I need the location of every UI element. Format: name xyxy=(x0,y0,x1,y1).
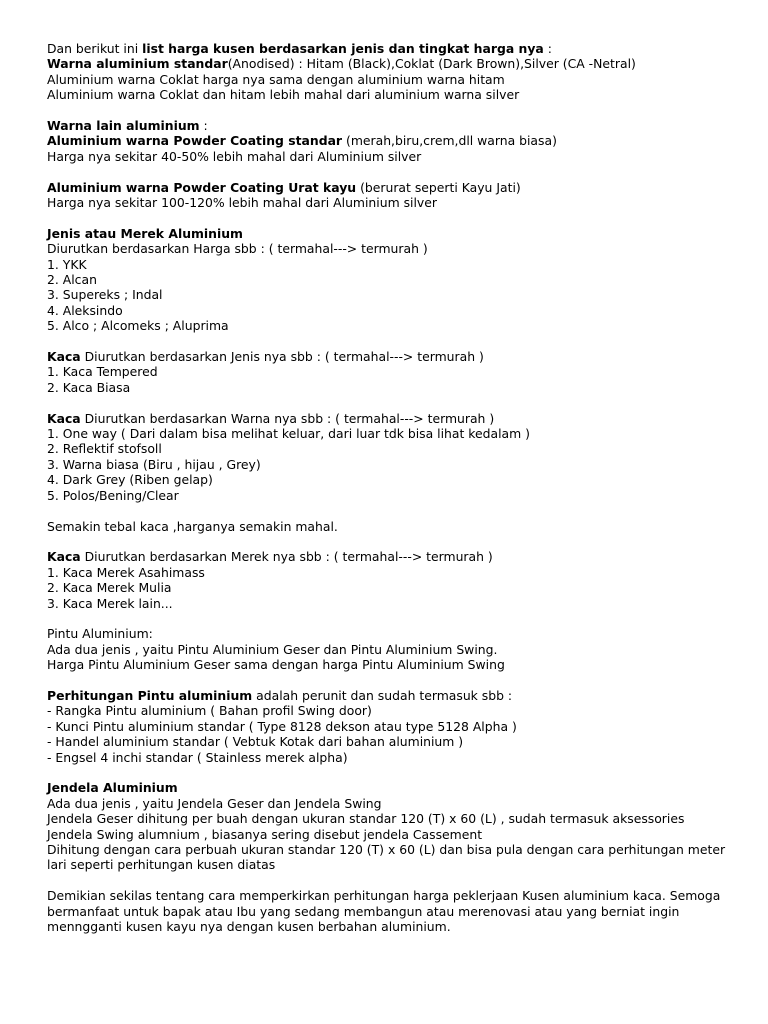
brands-heading xyxy=(47,226,748,241)
standard-color-line xyxy=(47,56,748,71)
standard-note-1: Aluminium warna Coklat harga nya sama dengan aluminium warna hitam xyxy=(47,71,505,87)
powder-standard-price: Harga nya sekitar 40-50% lebih mahal dari Aluminium silver xyxy=(47,148,422,164)
door-heading: Pintu Aluminium: xyxy=(47,626,153,642)
powder-wood-label: Aluminium warna Powder Coating Urat kayu xyxy=(47,179,357,195)
closing-paragraph: Demikian sekilas tentang cara memperkirkan perhitungan harga peklerjaan Kusen aluminium kaca. Semoga bermanfaat untuk bapak atau Ibu yang sedang membangun atau merenovasi atau yang berniat ingin menngganti kusen kayu nya dengan kusen berbahan aluminium. xyxy=(47,888,721,934)
door-line-2: Harga Pintu Aluminium Geser sama dengan harga Pintu Aluminium Swing xyxy=(47,657,505,673)
intro-tail: : xyxy=(543,41,552,56)
glass-brand-heading xyxy=(47,549,748,564)
standard-color-text: (Anodised) : Hitam (Black),Coklat (Dark Brown),Silver (CA -Netral) xyxy=(227,56,636,72)
brands-heading-text: Jenis atau Merek Aluminium xyxy=(47,225,243,241)
list-item: - Handel aluminium standar ( Vebtuk Kotak dari bahan aluminium ) xyxy=(47,734,464,750)
door-line-1: Ada dua jenis , yaitu Pintu Aluminium Geser dan Pintu Aluminium Swing. xyxy=(47,641,498,657)
window-heading xyxy=(47,780,748,795)
glass-type-heading xyxy=(47,349,748,364)
list-item: 2. Alcan xyxy=(47,272,97,288)
other-colors-tail: : xyxy=(199,118,208,134)
door-calc-label: Perhitungan Pintu aluminium xyxy=(47,687,253,703)
door-calc-heading xyxy=(47,688,748,703)
glass-color-label: Kaca xyxy=(47,410,81,426)
list-item: 3. Warna biasa (Biru , hijau , Grey) xyxy=(47,456,261,472)
list-item: 1. Kaca Merek Asahimass xyxy=(47,564,205,580)
window-line-3: Jendela Swing alumnium , biasanya sering disebut jendela Cassement xyxy=(47,826,483,842)
thickness-note: Semakin tebal kaca ,harganya semakin mahal. xyxy=(47,518,338,534)
list-item: 4. Aleksindo xyxy=(47,302,123,318)
list-item: 3. Supereks ; Indal xyxy=(47,287,163,303)
door-calc-text: adalah perunit dan sudah termasuk sbb : xyxy=(252,687,513,703)
list-item: 3. Kaca Merek lain... xyxy=(47,595,173,611)
window-line-4: Dihitung dengan cara perbuah ukuran standar 120 (T) x 60 (L) dan bisa pula dengan cara perhitungan meter lari seperti perhitungan kusen diatas xyxy=(47,841,726,873)
glass-color-text: Diurutkan berdasarkan Warna nya sbb : ( termahal---> termurah ) xyxy=(80,410,495,426)
window-heading-text: Jendela Aluminium xyxy=(47,780,178,796)
list-item: - Rangka Pintu aluminium ( Bahan profil Swing door) xyxy=(47,703,372,719)
standard-note-2: Aluminium warna Coklat dan hitam lebih mahal dari aluminium warna silver xyxy=(47,87,520,103)
glass-brand-text: Diurutkan berdasarkan Merek nya sbb : ( termahal---> termurah ) xyxy=(80,549,493,565)
powder-standard-line xyxy=(47,133,748,148)
list-item: 5. Alco ; Alcomeks ; Aluprima xyxy=(47,318,229,334)
list-item: 2. Reflektif stofsoll xyxy=(47,441,162,457)
list-item: 2. Kaca Biasa xyxy=(47,379,131,395)
list-item: 5. Polos/Bening/Clear xyxy=(47,487,179,503)
list-item: - Kunci Pintu aluminium standar ( Type 8128 dekson atau type 5128 Alpha ) xyxy=(47,718,517,734)
list-item: - Engsel 4 inchi standar ( Stainless merek alpha) xyxy=(47,749,348,765)
intro-bold: list harga kusen berdasarkan jenis dan tingkat harga nya xyxy=(142,41,544,56)
glass-type-label: Kaca xyxy=(47,349,81,365)
other-colors-label: Warna lain aluminium xyxy=(47,118,200,134)
powder-wood-price: Harga nya sekitar 100-120% lebih mahal dari Aluminium silver xyxy=(47,195,437,211)
list-item: 4. Dark Grey (Riben gelap) xyxy=(47,472,213,488)
glass-brand-label: Kaca xyxy=(47,549,81,565)
powder-wood-text: (berurat seperti Kayu Jati) xyxy=(356,179,521,195)
list-item: 1. YKK xyxy=(47,256,87,272)
other-colors-heading xyxy=(47,118,748,133)
list-item: 2. Kaca Merek Mulia xyxy=(47,580,172,596)
brands-subheading: Diurutkan berdasarkan Harga sbb : ( termahal---> termurah ) xyxy=(47,241,428,257)
glass-type-text: Diurutkan berdasarkan Jenis nya sbb : ( termahal---> termurah ) xyxy=(80,349,484,365)
powder-wood-line xyxy=(47,180,748,195)
standard-color-label: Warna aluminium standar xyxy=(47,56,228,72)
intro-lead: Dan berikut ini xyxy=(47,41,143,56)
powder-standard-text: (merah,biru,crem,dll warna biasa) xyxy=(342,133,557,149)
window-line-1: Ada dua jenis , yaitu Jendela Geser dan Jendela Swing xyxy=(47,795,382,811)
window-line-2: Jendela Geser dihitung per buah dengan ukuran standar 120 (T) x 60 (L) , sudah termasuk aksessories xyxy=(47,811,685,827)
list-item: 1. One way ( Dari dalam bisa melihat keluar, dari luar tdk bisa lihat kedalam ) xyxy=(47,426,530,442)
intro-line xyxy=(47,41,748,56)
powder-standard-label: Aluminium warna Powder Coating standar xyxy=(47,133,343,149)
glass-color-heading xyxy=(47,411,748,426)
list-item: 1. Kaca Tempered xyxy=(47,364,158,380)
